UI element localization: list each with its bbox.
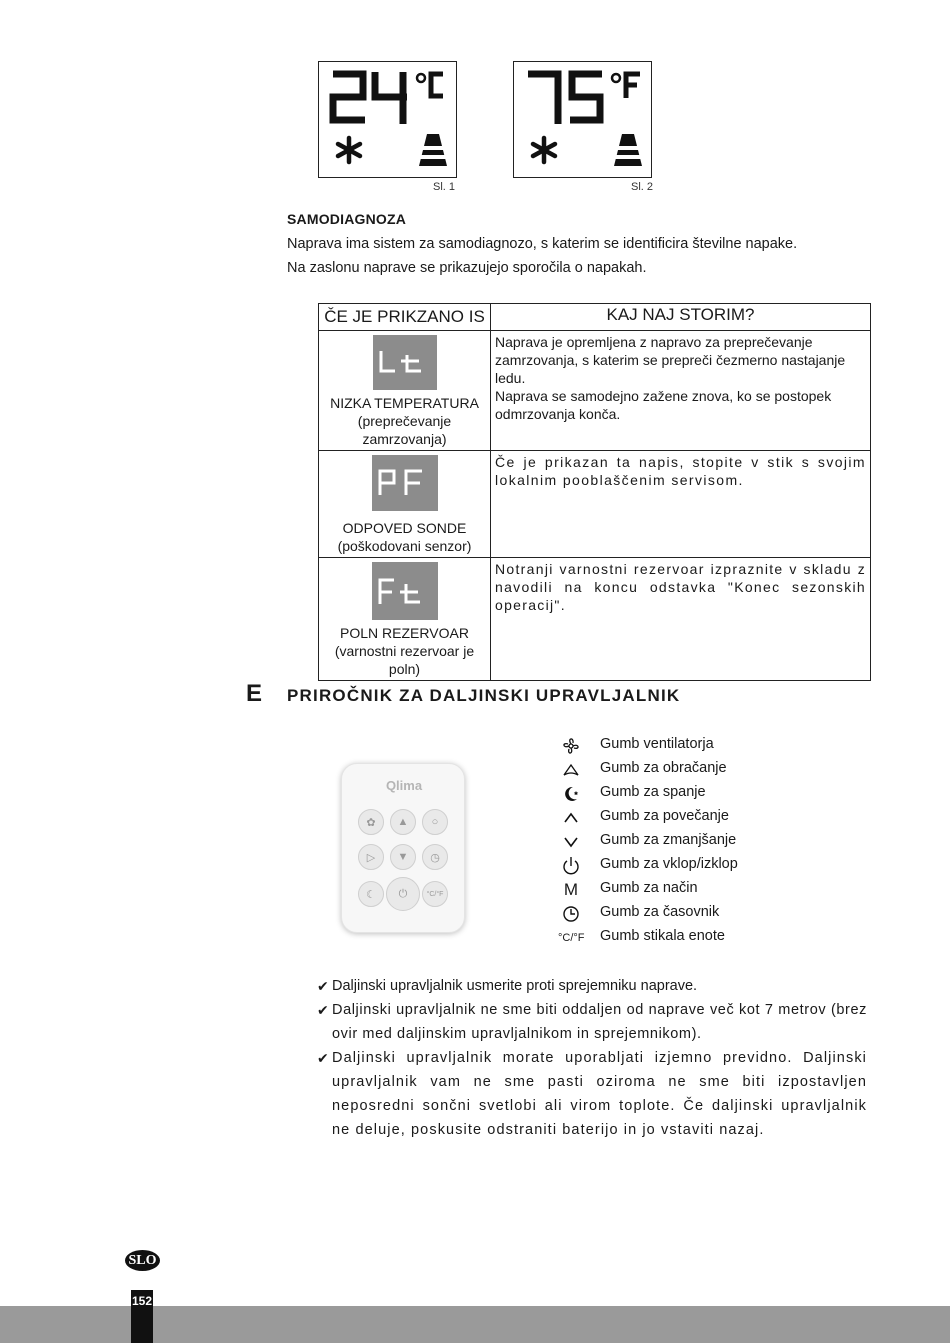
table-cell [319, 331, 491, 451]
down-icon [558, 832, 584, 852]
remote-swing-icon: ○ [422, 809, 448, 835]
legend-label: Gumb za spanje [600, 784, 706, 800]
instruction-item [317, 998, 867, 1046]
legend-label: Gumb za zmanjšanje [600, 832, 737, 848]
remote-brand-logo: Qlima [385, 778, 423, 793]
instruction-text: Daljinski upravljalnik usmerite proti sprejemniku naprave. [332, 978, 698, 994]
paragraph: Naprava ima sistem za samodiagnozo, s katerim se identificira številne napake. [287, 236, 798, 252]
legend-item [558, 734, 714, 758]
error-action: Notranji varnostni rezervoar izpraznite v skladu z navodili na koncu odstavka "Konec sezonskih operacij". [495, 561, 866, 613]
remote-down-icon: ▼ [390, 844, 416, 870]
remote-timer-icon: ◷ [422, 844, 448, 870]
legend-item [558, 926, 725, 950]
paragraph: Na zaslonu naprave se prikazujejo sporočila o napakah. [287, 260, 647, 276]
legend-label: Gumb za časovnik [600, 904, 720, 920]
table-cell [491, 451, 871, 558]
legend-item [558, 902, 720, 926]
table-cell [491, 331, 871, 451]
legend-label: Gumb za vklop/izklop [600, 856, 738, 872]
error-code-table [318, 303, 871, 681]
table-row [319, 451, 871, 558]
error-code-lt-icon [373, 335, 437, 390]
error-code-pf-icon [372, 455, 438, 511]
error-code-ft-icon [372, 562, 438, 620]
error-name: NIZKA TEMPERATURA (preprečevanje zamrzovanja) [330, 395, 479, 447]
instruction-item [317, 974, 867, 998]
legend-label: Gumb stikala enote [600, 928, 725, 944]
legend-item [558, 830, 737, 854]
legend-item [558, 806, 729, 830]
remote-up-icon: ▲ [390, 809, 416, 835]
remote-fan-icon: ✿ [358, 809, 384, 835]
lcd-75f-graphic [514, 62, 653, 179]
table-cell [319, 451, 491, 558]
instruction-text: Daljinski upravljalnik morate uporabljati izjemno previdno. Daljinski upravljalnik vam ne sme pasti oziroma ne sme biti izpostavljen neposredni sončni svetlobi ali virom toplote. Če daljinski upravljalnik ne deluje, poskusite odstraniti baterijo in jo vstaviti nazaj. [332, 1050, 867, 1138]
checkmark-icon: ✔ [317, 978, 329, 994]
page-number: 152 [131, 1294, 153, 1308]
remote-mode-icon: ▷ [358, 844, 384, 870]
section-title: PRIROČNIK ZA DALJINSKI UPRAVLJALNIK [287, 686, 681, 705]
figure-caption: Sl. 1 [433, 181, 456, 193]
display-figure-celsius [318, 61, 457, 178]
table-cell [319, 558, 491, 681]
error-action: Naprava se samodejno zažene znova, ko se postopek odmrzovanja konča. [495, 388, 832, 422]
error-name: POLN REZERVOAR (varnostni rezervoar je poln) [334, 625, 475, 677]
legend-item [558, 782, 706, 806]
swing-icon [558, 760, 584, 780]
table-header: KAJ NAJ STORIM? [491, 304, 871, 331]
language-badge: SLO [125, 1250, 160, 1271]
error-action: Če je prikazan ta napis, stopite v stik s svojim lokalnim pooblaščenim servisom. [495, 454, 866, 488]
error-name: ODPOVED SONDE (poškodovani senzor) [337, 520, 472, 554]
error-action: Naprava je opremljena z napravo za preprečevanje zamrzovanja, s katerim se prepreči čezmerno nastajanje ledu. [495, 334, 846, 386]
table-row [319, 558, 871, 681]
sleep-icon [558, 784, 584, 804]
remote-power-icon: ⏻ [386, 877, 420, 911]
lcd-24c-graphic [319, 62, 458, 179]
mode-icon: M [563, 880, 579, 899]
checkmark-icon: ✔ [317, 1002, 329, 1018]
section-heading-self-diagnosis: SAMODIAGNOZA [287, 211, 407, 227]
unit-icon: °C/°F [558, 932, 585, 944]
legend-label: Gumb za obračanje [600, 760, 727, 776]
power-icon [558, 856, 584, 876]
figure-caption: Sl. 2 [631, 181, 654, 193]
legend-label: Gumb ventilatorja [600, 736, 714, 752]
table-header: ČE JE PRIKZANO IS [319, 304, 491, 331]
remote-sleep-icon: ☾ [358, 881, 384, 907]
legend-item [558, 758, 727, 782]
legend-item [558, 878, 698, 902]
legend-label: Gumb za način [600, 880, 698, 896]
checkmark-icon: ✔ [317, 1050, 329, 1066]
legend-label: Gumb za povečanje [600, 808, 729, 824]
remote-control-image [341, 763, 465, 933]
timer-icon [558, 904, 584, 924]
section-letter: E [246, 680, 263, 707]
instruction-item [317, 1046, 867, 1142]
legend-item [558, 854, 738, 878]
instruction-text: Daljinski upravljalnik ne sme biti oddaljen od naprave več kot 7 metrov (brez ovir med daljinskim upravljalnikom in sprejemnikom). [332, 1002, 867, 1042]
table-row [319, 331, 871, 451]
fan-icon [558, 736, 584, 756]
table-cell [491, 558, 871, 681]
display-figure-fahrenheit [513, 61, 652, 178]
up-icon [558, 808, 584, 828]
remote-unit-icon: °C/°F [422, 881, 448, 907]
